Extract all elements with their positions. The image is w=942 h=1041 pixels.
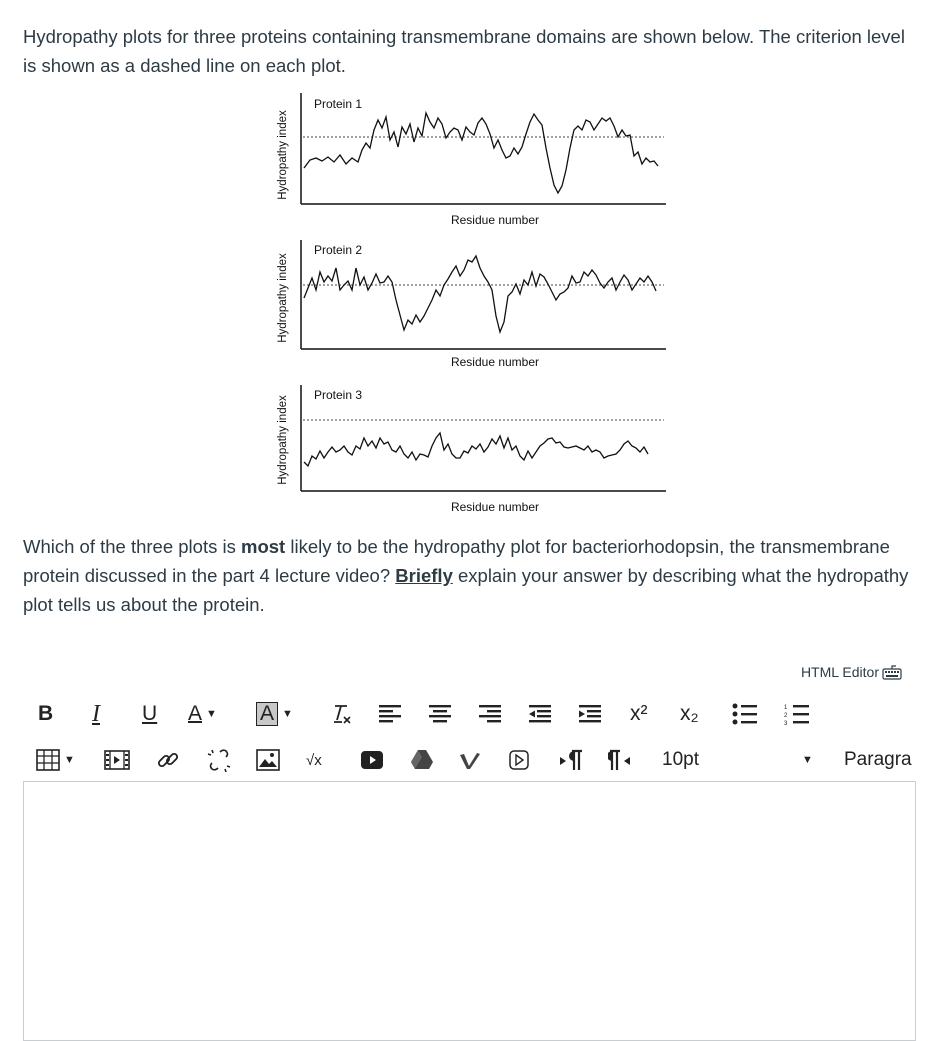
question-part-2: likely to be the hydropathy plot for bacteriorhodopsin, the transmembrane protein discussed in the part 4 lecture video? [23, 536, 890, 586]
clear-formatting-button[interactable] [330, 696, 352, 732]
bold-button[interactable]: B [38, 702, 54, 725]
link-icon [156, 748, 180, 772]
question-part-3: explain your answer by describing what the hydropathy plot tells us about the protein. [23, 565, 909, 615]
subscript-button[interactable]: x₂ [680, 702, 699, 725]
plot-1-xlabel: Residue number [450, 213, 540, 227]
plot-3-title: Protein 3 [314, 388, 363, 402]
media-button[interactable] [104, 742, 130, 778]
image-icon [256, 749, 280, 771]
svg-text:3: 3 [784, 721, 788, 725]
plot-3-xlabel: Residue number [450, 500, 540, 514]
youtube-icon [360, 750, 384, 770]
text-color-dropdown-icon: ▼ [206, 708, 217, 720]
plot-3-ylabel: Hydropathy index [277, 395, 289, 485]
indent-icon [578, 704, 602, 724]
vimeo-button[interactable] [458, 742, 482, 778]
google-drive-icon [410, 749, 434, 771]
video-embed-button[interactable] [508, 742, 530, 778]
align-right-button[interactable] [478, 696, 502, 732]
equation-button[interactable] [306, 742, 322, 778]
bullet-list-icon [732, 703, 758, 725]
align-left-button[interactable] [378, 696, 402, 732]
bullet-list-button[interactable] [732, 696, 758, 732]
google-drive-button[interactable] [410, 742, 434, 778]
table-button[interactable] [36, 742, 75, 778]
intro-text: Hydropathy plots for three proteins containing transmembrane domains are shown below. The criterion level is shown as a dashed line on each plot. [23, 26, 905, 76]
plot-1-title: Protein 1 [314, 97, 363, 111]
ltr-button[interactable] [558, 742, 584, 778]
outdent-button[interactable] [528, 696, 552, 732]
paragraph-rtl-icon [608, 749, 634, 771]
plot-protein-1 [277, 93, 666, 227]
superscript-button[interactable]: x² [630, 702, 648, 725]
unlink-icon [206, 748, 232, 772]
background-color-label: A [256, 702, 278, 726]
font-size-dropdown-icon: ▼ [802, 754, 813, 766]
numbered-list-button[interactable] [784, 696, 810, 732]
paragraph-format-select[interactable]: Paragra [844, 749, 912, 770]
clear-formatting-icon [330, 703, 352, 725]
align-right-icon [478, 704, 502, 724]
plot-protein-2 [277, 240, 666, 369]
rich-text-editor-area[interactable] [23, 781, 916, 1041]
align-center-button[interactable] [428, 696, 452, 732]
svg-text:1: 1 [784, 705, 788, 711]
numbered-list-icon [784, 703, 810, 725]
outdent-icon [528, 704, 552, 724]
editor-toolbar-row-1 [30, 696, 920, 732]
background-color-dropdown-icon: ▼ [282, 708, 293, 720]
background-color-button[interactable] [256, 696, 293, 732]
question-bold: most [241, 536, 286, 557]
html-editor-label: HTML Editor [800, 664, 879, 680]
html-editor-link[interactable] [801, 664, 902, 680]
square-root-icon: √x [306, 751, 322, 769]
indent-button[interactable] [578, 696, 602, 732]
table-icon [36, 749, 60, 771]
rtl-button[interactable] [608, 742, 634, 778]
vimeo-icon [458, 749, 482, 771]
image-button[interactable] [256, 742, 280, 778]
align-center-icon [428, 704, 452, 724]
font-size-select[interactable]: 10pt [662, 749, 699, 770]
svg-text:2: 2 [784, 713, 788, 719]
italic-button[interactable]: I [92, 700, 100, 727]
table-dropdown-icon: ▼ [64, 754, 75, 766]
align-left-icon [378, 704, 402, 724]
film-icon [104, 750, 130, 770]
plot-1-ylabel: Hydropathy index [277, 110, 289, 200]
question-text [23, 532, 913, 619]
editor-toolbar-row-2 [30, 742, 920, 778]
paragraph-ltr-icon [558, 749, 584, 771]
plot-protein-3 [277, 385, 666, 514]
plot-2-ylabel: Hydropathy index [277, 253, 289, 343]
text-color-button[interactable] [188, 696, 217, 732]
font-size-dropdown[interactable] [798, 742, 813, 778]
text-color-label: A [188, 702, 203, 725]
plot-2-title: Protein 2 [314, 243, 363, 257]
plot-2-xlabel: Residue number [450, 355, 540, 369]
question-part-1: Which of the three plots is [23, 536, 241, 557]
underline-button[interactable]: U [142, 702, 158, 725]
youtube-button[interactable] [360, 742, 384, 778]
question-underline: Briefly [395, 565, 453, 586]
keyboard-icon [882, 664, 902, 680]
unlink-button[interactable] [206, 742, 232, 778]
video-play-icon [508, 749, 530, 771]
link-button[interactable] [156, 742, 180, 778]
